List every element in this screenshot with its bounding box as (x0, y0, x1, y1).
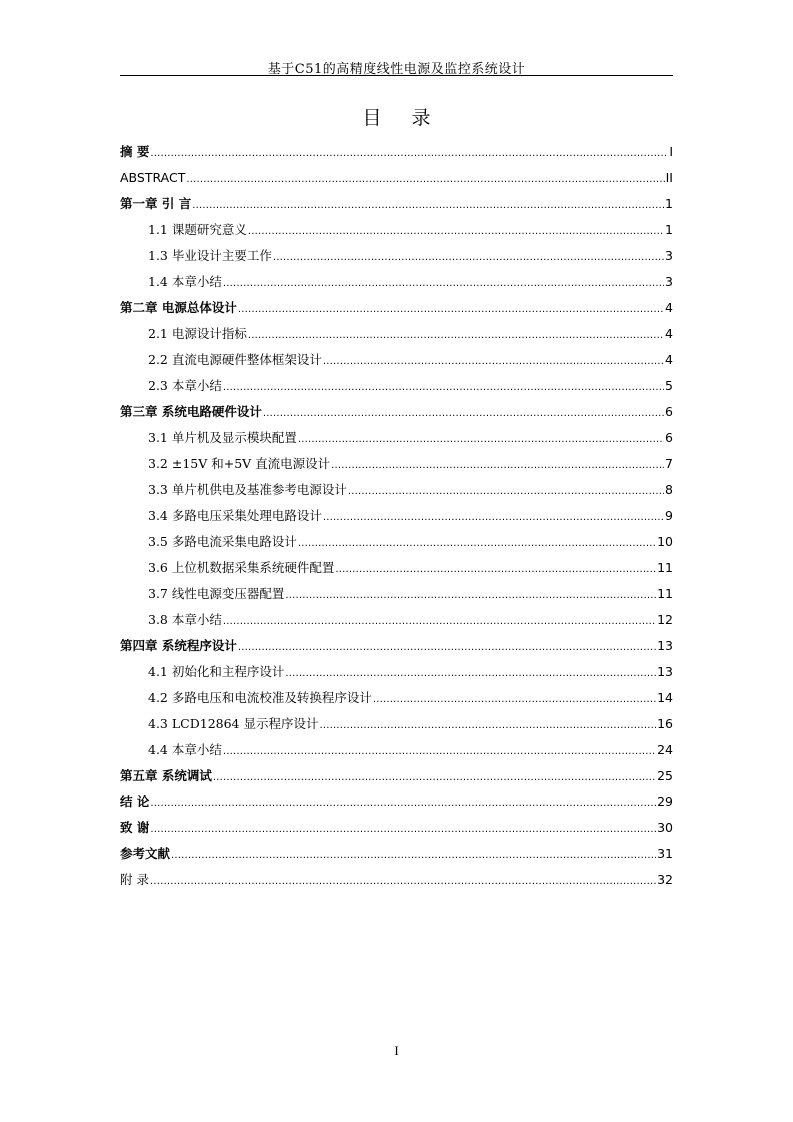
toc-entry-page: I (669, 144, 673, 159)
toc-entry-page: 31 (657, 846, 673, 861)
toc-entry[interactable] (120, 633, 673, 659)
toc-entry[interactable] (120, 451, 673, 477)
toc-entry[interactable] (120, 555, 673, 581)
toc-entry-title: 3.7 线性电源变压器配置 (148, 586, 285, 601)
running-header: 基于C51的高精度线性电源及监控系统设计 (267, 62, 526, 77)
toc-entry[interactable] (120, 269, 673, 295)
toc-entry-title: 3.5 多路电流采集电路设计 (148, 534, 297, 549)
toc-entry-page: 16 (657, 716, 673, 731)
toc-entry-page: 12 (657, 612, 673, 627)
toc-entry-page: 11 (657, 586, 673, 601)
toc-entry[interactable] (120, 243, 673, 269)
toc-entry-title: 3.8 本章小结 (148, 612, 222, 627)
toc-entry-title: 摘 要 (120, 144, 150, 159)
page-number: I (394, 1043, 399, 1058)
dot-leader (285, 581, 656, 609)
toc-title: 目 录 (362, 107, 443, 129)
dot-leader (248, 217, 664, 245)
toc-entry-page: 10 (657, 534, 673, 549)
dot-leader (223, 737, 656, 765)
toc-entry[interactable] (120, 373, 673, 399)
toc-entry-page: 25 (657, 768, 673, 783)
dot-leader (319, 711, 656, 739)
toc-entry-page: 1 (665, 222, 673, 237)
toc-entry[interactable] (120, 139, 673, 165)
toc-entry-title: 2.3 本章小结 (148, 378, 222, 393)
toc-entry-page: 13 (657, 664, 673, 679)
dot-leader (323, 347, 664, 375)
toc-entry-page: 13 (657, 638, 673, 653)
dot-leader (298, 529, 656, 557)
toc-entry-page: 29 (657, 794, 673, 809)
dot-leader (248, 321, 664, 349)
toc-entry-page: 32 (657, 872, 673, 887)
toc-entry-page: 3 (665, 274, 673, 289)
toc-entry[interactable] (120, 191, 673, 217)
dot-leader (186, 165, 664, 193)
toc-entry[interactable] (120, 737, 673, 763)
toc-entry-page: 8 (665, 482, 673, 497)
toc-entry[interactable] (120, 841, 673, 867)
toc-entry[interactable] (120, 711, 673, 737)
dot-leader (298, 425, 664, 453)
toc-entry-title: ABSTRACT (120, 170, 186, 185)
toc-entry-title: 4.2 多路电压和电流校准及转换程序设计 (148, 690, 372, 705)
dot-leader (348, 477, 664, 505)
table-of-contents (120, 139, 673, 893)
dot-leader (323, 503, 664, 531)
toc-entry[interactable] (120, 321, 673, 347)
toc-entry-title: 4.4 本章小结 (148, 742, 222, 757)
toc-entry-title: 3.3 单片机供电及基准参考电源设计 (148, 482, 347, 497)
toc-entry-title: 第五章 系统调试 (120, 768, 212, 783)
toc-entry-title: 第四章 系统程序设计 (120, 638, 237, 653)
toc-entry-page: 6 (665, 430, 673, 445)
toc-entry-page: II (665, 170, 673, 185)
toc-entry-title: 4.1 初始化和主程序设计 (148, 664, 285, 679)
dot-leader (213, 763, 656, 791)
dot-leader (150, 139, 668, 167)
toc-entry[interactable] (120, 425, 673, 451)
toc-entry-page: 14 (657, 690, 673, 705)
dot-leader (263, 399, 664, 427)
toc-entry-title: 第二章 电源总体设计 (120, 300, 237, 315)
toc-entry[interactable] (120, 867, 673, 893)
dot-leader (331, 451, 664, 479)
toc-entry-page: 6 (665, 404, 673, 419)
toc-entry[interactable] (120, 659, 673, 685)
toc-entry-title: 1.3 毕业设计主要工作 (148, 248, 272, 263)
toc-entry-title: 2.1 电源设计指标 (148, 326, 247, 341)
toc-entry-page: 9 (665, 508, 673, 523)
dot-leader (223, 269, 664, 297)
dot-leader (285, 659, 656, 687)
toc-entry[interactable] (120, 789, 673, 815)
toc-entry[interactable] (120, 763, 673, 789)
toc-entry[interactable] (120, 815, 673, 841)
toc-entry-page: 30 (657, 820, 673, 835)
toc-entry-title: 结 论 (120, 794, 150, 809)
toc-entry-title: 1.1 课题研究意义 (148, 222, 247, 237)
dot-leader (273, 243, 664, 271)
toc-entry-title: 4.3 LCD12864 显示程序设计 (148, 716, 319, 731)
toc-entry-page: 4 (665, 300, 673, 315)
dot-leader (335, 555, 656, 583)
dot-leader (238, 633, 656, 661)
toc-entry[interactable] (120, 581, 673, 607)
toc-entry-title: 2.2 直流电源硬件整体框架设计 (148, 352, 322, 367)
toc-entry-title: 第三章 系统电路硬件设计 (120, 404, 262, 419)
toc-entry-title: 参考文献 (120, 846, 171, 861)
toc-entry-title: 3.2 ±15V 和+5V 直流电源设计 (148, 456, 331, 471)
toc-entry-page: 7 (665, 456, 673, 471)
dot-leader (171, 841, 656, 869)
toc-entry-page: 5 (665, 378, 673, 393)
dot-leader (150, 867, 656, 895)
toc-entry-title: 1.4 本章小结 (148, 274, 222, 289)
toc-entry-title: 3.4 多路电压采集处理电路设计 (148, 508, 322, 523)
toc-entry-title: 3.1 单片机及显示模块配置 (148, 430, 297, 445)
toc-entry[interactable] (120, 217, 673, 243)
dot-leader (150, 815, 656, 843)
dot-leader (150, 789, 656, 817)
toc-entry[interactable] (120, 347, 673, 373)
toc-entry-title: 第一章 引 言 (120, 196, 192, 211)
toc-entry-title: 致 谢 (120, 820, 150, 835)
toc-entry[interactable] (120, 607, 673, 633)
toc-entry-page: 11 (657, 560, 673, 575)
dot-leader (223, 607, 656, 635)
toc-entry[interactable] (120, 477, 673, 503)
dot-leader (373, 685, 656, 713)
toc-entry[interactable] (120, 529, 673, 555)
toc-entry-page: 4 (665, 326, 673, 341)
dot-leader (238, 295, 664, 323)
toc-entry-title: 附 录 (120, 872, 149, 887)
toc-entry[interactable] (120, 165, 673, 191)
toc-entry-page: 24 (657, 742, 673, 757)
toc-entry[interactable] (120, 295, 673, 321)
toc-entry-page: 4 (665, 352, 673, 367)
dot-leader (223, 373, 664, 401)
toc-entry[interactable] (120, 685, 673, 711)
toc-entry[interactable] (120, 399, 673, 425)
toc-entry-title: 3.6 上位机数据采集系统硬件配置 (148, 560, 335, 575)
dot-leader (192, 191, 664, 219)
toc-entry-page: 3 (665, 248, 673, 263)
toc-entry[interactable] (120, 503, 673, 529)
header-rule (120, 75, 673, 76)
toc-entry-page: 1 (665, 196, 673, 211)
